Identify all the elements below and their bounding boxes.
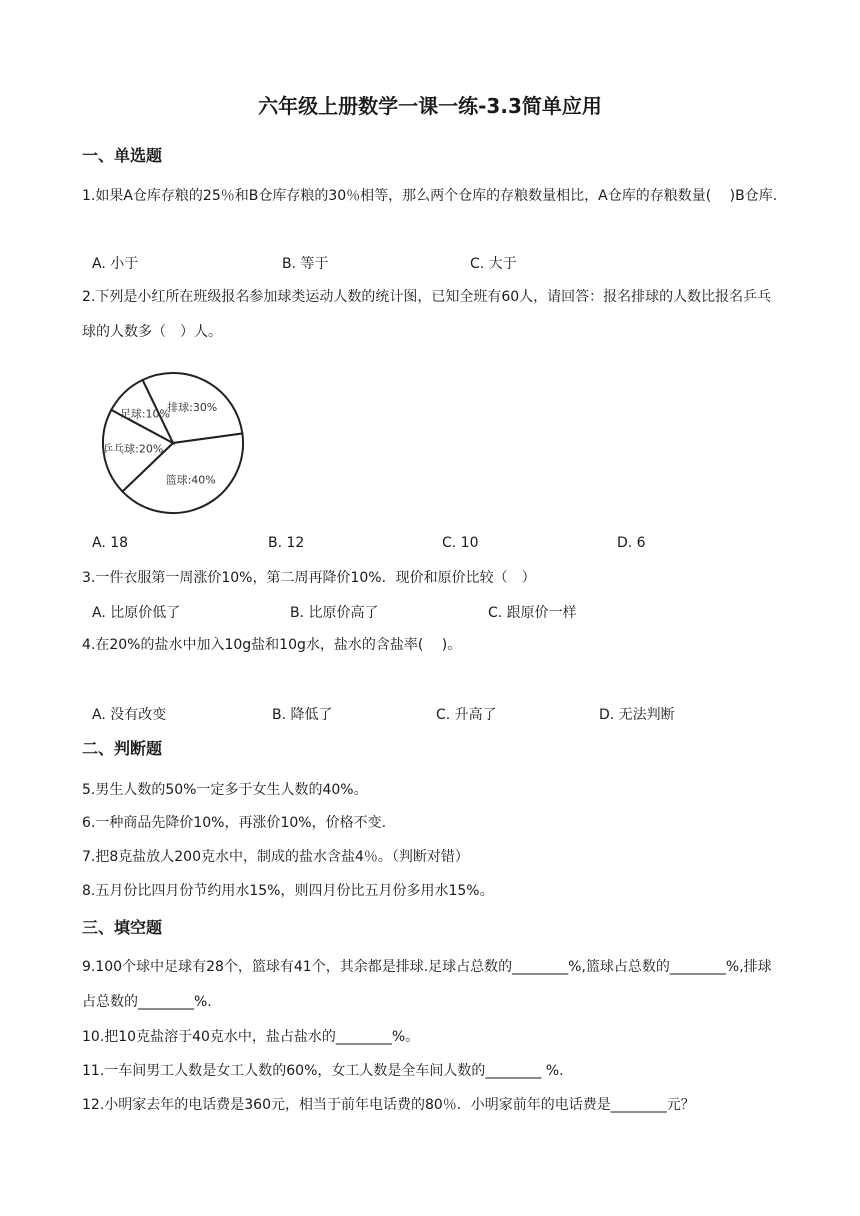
question-6: 6.一种商品先降价10%，再涨价10%，价格不变. (82, 815, 387, 831)
question-1-options (92, 253, 792, 273)
question-7: 7.把8克盐放人200克水中，制成的盐水含盐4％。（判断对错） (82, 849, 469, 865)
pie-slice-label: 排球:30% (167, 401, 218, 415)
question-5: 5.男生人数的50%一定多于女生人数的40%。 (82, 782, 368, 798)
question-11: 11.一车间男工人数是女工人数的60%，女工人数是全车间人数的________ %. (82, 1063, 564, 1079)
question-4-options (92, 704, 792, 724)
option-b[interactable]: B. 比原价高了 (290, 605, 379, 621)
option-b[interactable]: B. 12 (268, 535, 305, 551)
page-title: 六年级上册数学一课一练-3.3简单应用 (258, 94, 602, 118)
question-9: 9.100个球中足球有28个，篮球有41个，其余都是排球.足球占总数的________%,篮球占总数的________%,排球占总数的________%. (82, 959, 772, 1010)
question-10: 10.把10克盐溶于40克水中，盐占盐水的________%。 (82, 1029, 420, 1045)
option-b[interactable]: B. 降低了 (272, 707, 333, 723)
option-a[interactable]: A. 18 (92, 535, 129, 551)
section-heading-fill-blank: 三、填空题 (82, 918, 163, 937)
question-2: 2.下列是小红所在班级报名参加球类运动人数的统计图，已知全班有60人，请回答：报名排球的人数比报名乒乓球的人数多（ ）人。 (82, 289, 772, 340)
question-3: 3.一件衣服第一周涨价10%，第二周再降价10%．现价和原价比较（ ） (82, 570, 536, 586)
option-a[interactable]: A. 小于 (92, 256, 139, 272)
question-1: 1.如果A仓库存粮的25％和B仓库存粮的30％相等，那么两个仓库的存粮数量相比，A仓库的存粮数量( )B仓库. (82, 188, 778, 204)
option-c[interactable]: C. 升高了 (436, 707, 497, 723)
question-2-options (92, 535, 792, 555)
question-4: 4.在20%的盐水中加入10g盐和10g水，盐水的含盐率( )。 (82, 637, 462, 653)
section-heading-single-choice: 一、单选题 (82, 146, 163, 165)
option-c[interactable]: C. 跟原价一样 (488, 605, 577, 621)
option-d[interactable]: D. 无法判断 (599, 707, 675, 723)
question-12: 12.小明家去年的电话费是360元，相当于前年电话费的80％．小明家前年的电话费是________元？ (82, 1097, 695, 1113)
question-3-options (92, 602, 792, 622)
pie-slice-label: 足球:10% (119, 407, 170, 421)
option-a[interactable]: A. 比原价低了 (92, 605, 181, 621)
section-heading-true-false: 二、判断题 (82, 739, 163, 758)
pie-slice-label: 乒乓球:20% (102, 442, 164, 456)
question-8: 8.五月份比四月份节约用水15%，则四月份比五月份多用水15%。 (82, 883, 494, 899)
pie-slice-label: 篮球:40% (165, 473, 216, 487)
option-c[interactable]: C. 10 (442, 535, 479, 551)
option-b[interactable]: B. 等于 (282, 256, 329, 272)
option-a[interactable]: A. 没有改变 (92, 707, 167, 723)
option-c[interactable]: C. 大于 (470, 256, 517, 272)
option-d[interactable]: D. 6 (617, 535, 646, 551)
pie-chart (100, 370, 246, 516)
